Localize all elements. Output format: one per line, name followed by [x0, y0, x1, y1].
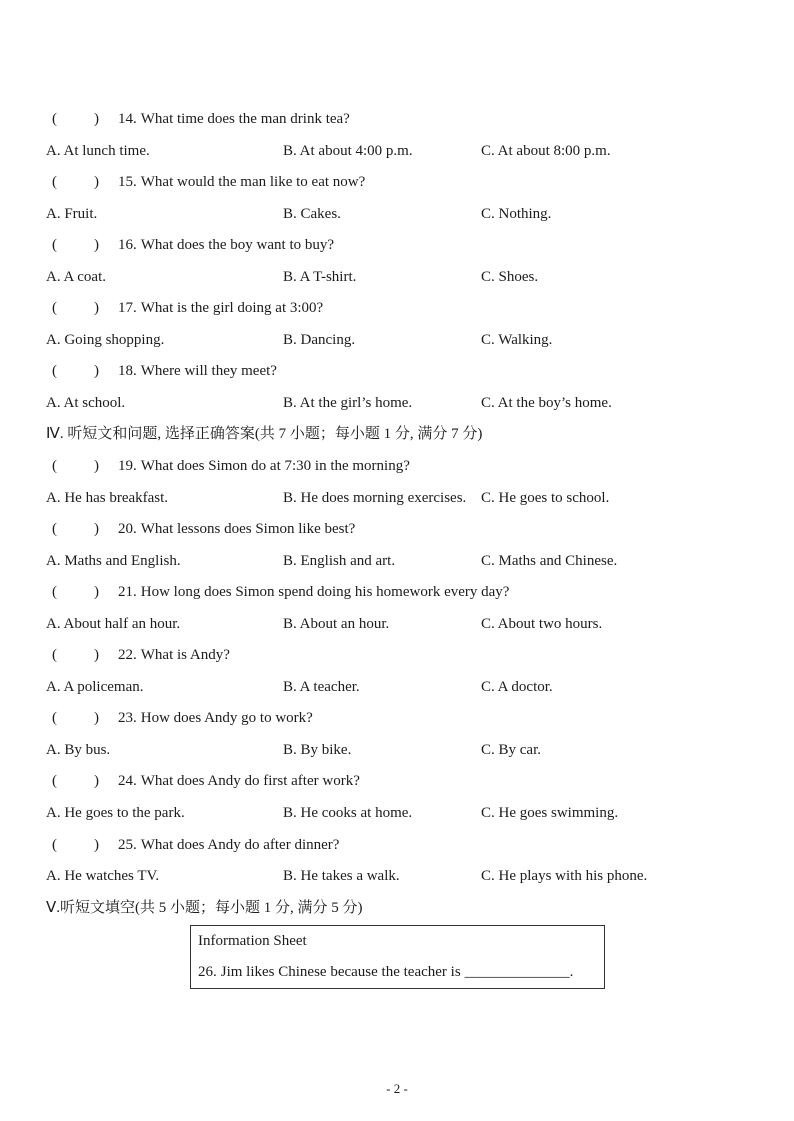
option-c: C. Maths and Chinese. [481, 552, 618, 569]
option-c: C. At the boy’s home. [481, 394, 612, 411]
question-number: 14. [118, 111, 137, 127]
answer-bracket-close: ) [94, 458, 99, 475]
answer-bracket-close: ) [94, 647, 99, 664]
question-line-23 [0, 703, 794, 735]
answer-bracket-open: ( [52, 836, 57, 853]
options-line-24 [0, 798, 794, 830]
option-b: B. He takes a walk. [283, 868, 400, 885]
blank-item-number: 26. [198, 964, 217, 980]
question-body: What is the girl doing at 3:00? [140, 300, 324, 317]
answer-bracket-close: ) [94, 584, 99, 601]
question-body: What time does the man drink tea? [140, 111, 350, 127]
question-number: 20. [118, 521, 137, 538]
question-text [118, 577, 509, 609]
question-body: What does the boy want to buy? [140, 237, 335, 254]
answer-bracket-close: ) [94, 237, 99, 254]
option-c: C. At about 8:00 p.m. [481, 142, 611, 159]
question-number: 15. [118, 174, 137, 191]
options-line-22 [0, 672, 794, 704]
answer-bracket-close: ) [94, 174, 99, 191]
option-a: A. He watches TV. [46, 868, 160, 885]
blank-item-period: . [569, 964, 574, 980]
question-number: 25. [118, 836, 137, 853]
answer-bracket-close: ) [94, 300, 99, 317]
answer-bracket-open: ( [52, 710, 57, 727]
question-line-16 [0, 230, 794, 262]
options-line-15 [0, 199, 794, 231]
option-b: B. At the girl’s home. [283, 394, 413, 411]
answer-bracket-open: ( [52, 647, 57, 664]
options-line-14 [0, 136, 794, 168]
answer-bracket-close: ) [94, 521, 99, 538]
question-line-20 [0, 514, 794, 546]
question-number: 23. [118, 710, 137, 727]
blank-item-text: Jim likes Chinese because the teacher is [220, 964, 461, 980]
option-a: A. He has breakfast. [46, 489, 169, 506]
question-number: 17. [118, 300, 137, 317]
question-line-21 [0, 577, 794, 609]
answer-bracket-open: ( [52, 458, 57, 475]
question-line-25 [0, 830, 794, 862]
option-b: B. Cakes. [283, 205, 341, 222]
question-text [118, 640, 230, 672]
answer-bracket-close: ) [94, 710, 99, 727]
question-text [118, 104, 350, 136]
option-a: A. At school. [46, 394, 126, 411]
option-a: A. A coat. [46, 268, 106, 285]
option-a: A. He goes to the park. [46, 805, 185, 822]
question-text [118, 167, 365, 199]
section-iv-heading: Ⅳ. 听短文和问题, 选择正确答案(共 7 小题；每小题 1 分, 满分 7 分) [46, 426, 483, 443]
answer-bracket-close: ) [94, 111, 99, 127]
option-b: B. He does morning exercises. [283, 489, 467, 506]
answer-bracket-open: ( [52, 300, 57, 317]
question-body: Where will they meet? [140, 363, 277, 380]
question-body: How does Andy go to work? [140, 710, 313, 727]
option-b: B. At about 4:00 p.m. [283, 142, 413, 159]
question-number: 24. [118, 773, 137, 790]
options-line-19 [0, 483, 794, 515]
answer-bracket-close: ) [94, 363, 99, 380]
question-body: What does Andy do after dinner? [140, 836, 340, 853]
option-b: B. Dancing. [283, 331, 356, 348]
option-b: B. English and art. [283, 552, 396, 569]
question-list [0, 104, 794, 924]
option-a: A. At lunch time. [46, 142, 150, 159]
question-text [118, 766, 360, 798]
question-body: What lessons does Simon like best? [140, 521, 356, 538]
option-c: C. He goes swimming. [481, 805, 619, 822]
option-c: C. A doctor. [481, 678, 553, 695]
part-iv-questions [0, 451, 794, 893]
answer-bracket-open: ( [52, 584, 57, 601]
question-text [118, 230, 334, 262]
answer-bracket-open: ( [52, 521, 57, 538]
options-line-16 [0, 262, 794, 294]
option-a: A. Going shopping. [46, 331, 165, 348]
option-a: A. Fruit. [46, 205, 98, 222]
option-b: B. He cooks at home. [283, 805, 413, 822]
question-number: 21. [118, 584, 137, 601]
part-iii-questions [0, 104, 794, 419]
question-line-18 [0, 356, 794, 388]
question-line-15 [0, 167, 794, 199]
option-c: C. About two hours. [481, 615, 603, 632]
question-body: What would the man like to eat now? [140, 174, 366, 191]
question-body: How long does Simon spend doing his homework every day? [140, 584, 510, 601]
option-c: C. Nothing. [481, 205, 552, 222]
information-sheet-box [190, 925, 605, 989]
section-v-heading: Ⅴ.听短文填空(共 5 小题；每小题 1 分, 满分 5 分) [46, 899, 363, 916]
fill-blank-item [191, 957, 604, 988]
question-line-22 [0, 640, 794, 672]
answer-bracket-open: ( [52, 363, 57, 380]
answer-bracket-open: ( [52, 237, 57, 254]
answer-bracket-close: ) [94, 773, 99, 790]
options-line-17 [0, 325, 794, 357]
question-body: What does Simon do at 7:30 in the morning? [140, 458, 410, 475]
question-text [118, 356, 277, 388]
option-b: B. About an hour. [283, 615, 390, 632]
question-text [118, 451, 410, 483]
question-line-19 [0, 451, 794, 483]
question-text [118, 703, 313, 735]
question-number: 22. [118, 647, 137, 664]
options-line-25 [0, 861, 794, 893]
question-number: 16. [118, 237, 137, 254]
option-b: B. By bike. [283, 741, 352, 758]
option-c: C. Shoes. [481, 268, 539, 285]
option-a: A. A policeman. [46, 678, 144, 695]
options-line-23 [0, 735, 794, 767]
answer-bracket-open: ( [52, 773, 57, 790]
answer-bracket-open: ( [52, 111, 57, 127]
answer-bracket-close: ) [94, 836, 99, 853]
question-body: What is Andy? [140, 647, 230, 664]
question-number: 18. [118, 363, 137, 380]
option-c: C. He goes to school. [481, 489, 610, 506]
option-b: B. A T-shirt. [283, 268, 357, 285]
answer-blank: ______________ [464, 964, 570, 980]
question-text [118, 293, 323, 325]
question-text [118, 514, 355, 546]
section-iv-heading-line [0, 419, 794, 451]
question-body: What does Andy do first after work? [140, 773, 360, 790]
question-line-17 [0, 293, 794, 325]
option-a: A. About half an hour. [46, 615, 181, 632]
option-c: C. By car. [481, 741, 541, 758]
page-number: - 2 - [386, 1081, 408, 1096]
options-line-18 [0, 388, 794, 420]
answer-bracket-open: ( [52, 174, 57, 191]
option-b: B. A teacher. [283, 678, 360, 695]
question-number: 19. [118, 458, 137, 475]
options-line-21 [0, 609, 794, 641]
options-line-20 [0, 546, 794, 578]
option-c: C. He plays with his phone. [481, 868, 648, 885]
option-c: C. Walking. [481, 331, 553, 348]
information-sheet-title: Information Sheet [198, 933, 307, 949]
option-a: A. By bus. [46, 741, 111, 758]
option-a: A. Maths and English. [46, 552, 181, 569]
section-v-heading-line [0, 893, 794, 925]
question-text [118, 830, 339, 862]
question-line-14 [0, 104, 794, 136]
question-line-24 [0, 766, 794, 798]
